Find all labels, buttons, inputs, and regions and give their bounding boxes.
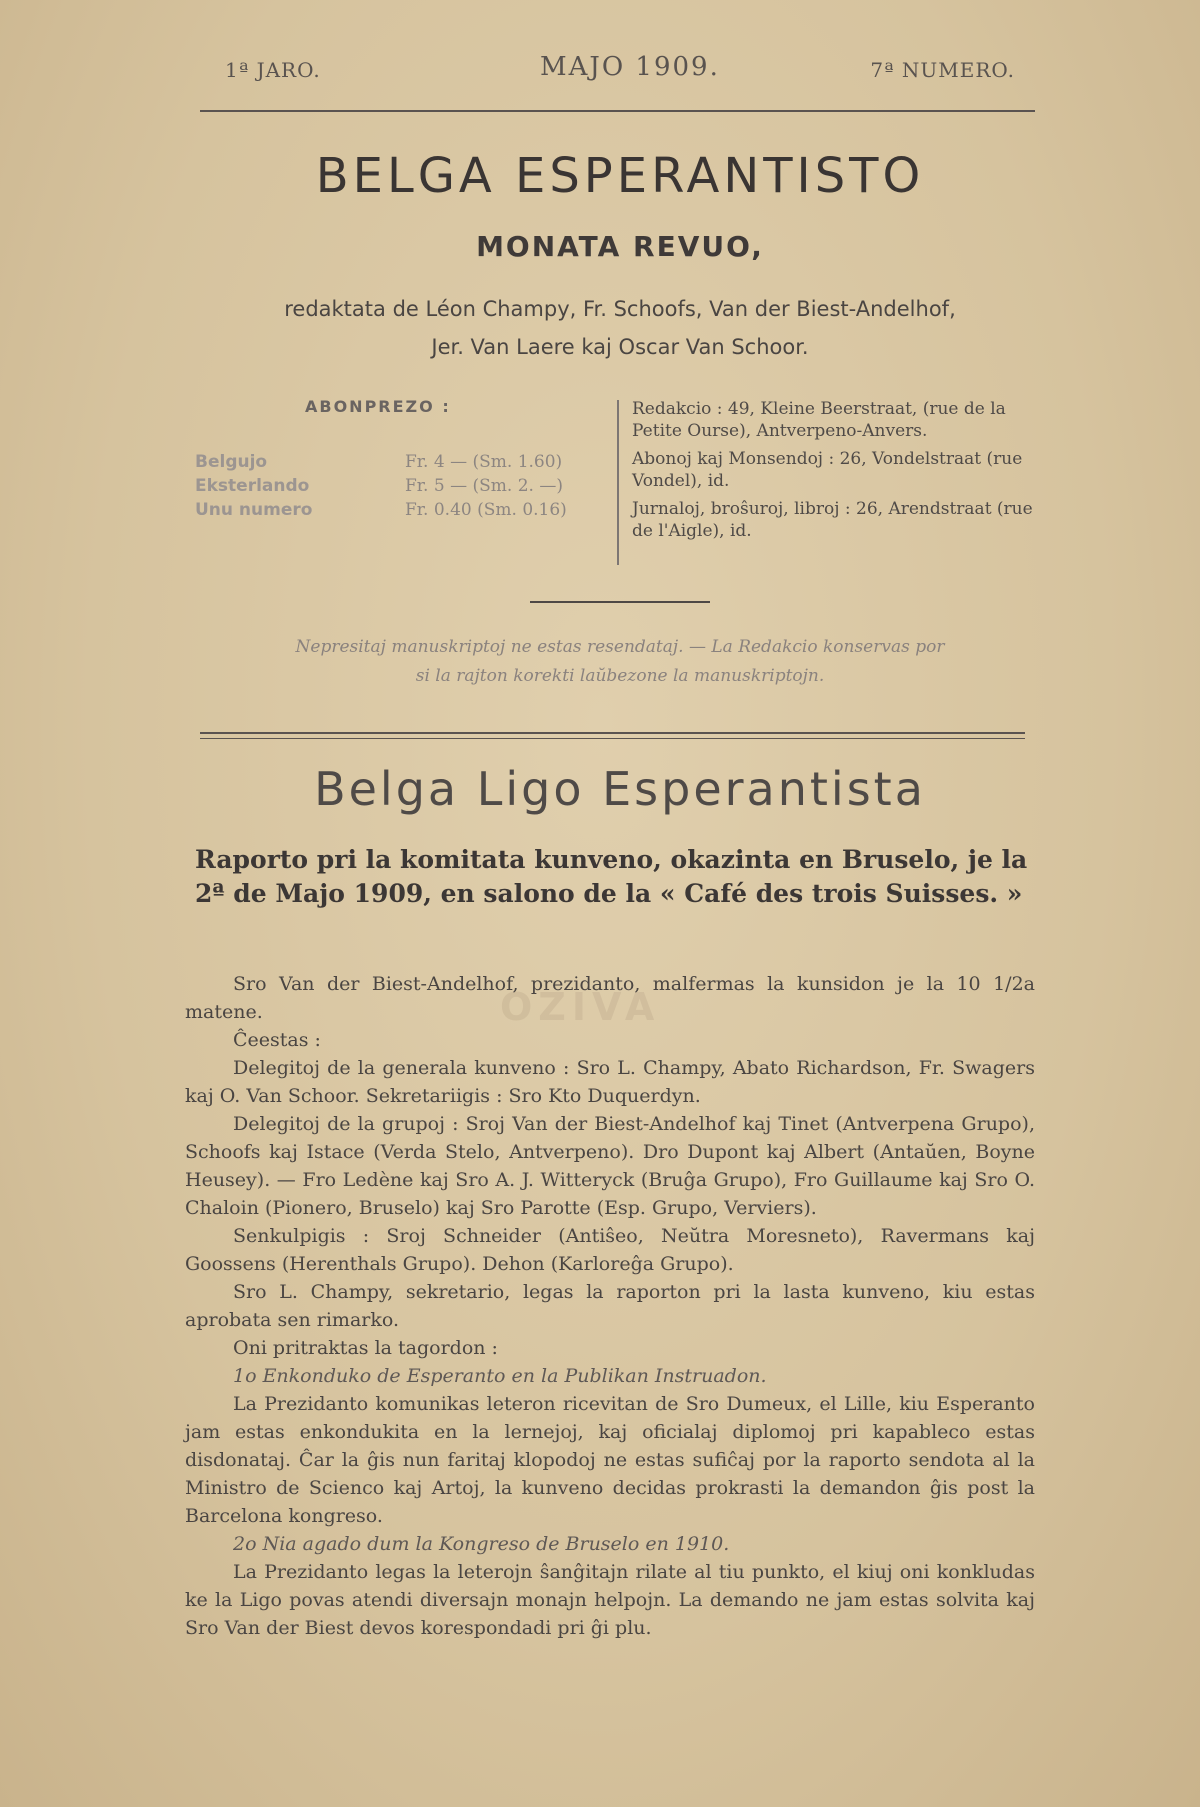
article-body	[185, 970, 1035, 1642]
paragraph: Oni pritraktas la tagordon :	[233, 1337, 498, 1359]
paragraph: Ĉeestas :	[233, 1029, 321, 1051]
paragraph: Delegitoj de la generala kunveno : Sro L. Champy, Abato Richardson, Fr. Swagers kaj O. Van Schoor. Sekretariigis : Sro Kto Duquerdyn.	[185, 1057, 1035, 1107]
agenda-item: 2o Nia agado dum la Kongreso de Bruselo en 1910.	[233, 1533, 730, 1555]
issue-number: 7ª NUMERO.	[870, 58, 1015, 82]
contact-redaction: Redakcio : 49, Kleine Beerstraat, (rue de la Petite Ourse), Antverpeno-Anvers.	[632, 399, 1006, 441]
price-place: Eksterlando	[195, 476, 310, 496]
top-divider	[200, 110, 1035, 112]
report-title: Raporto pri la komitata kunveno, okazinta en Bruselo, je la 2ª de Majo 1909, en salono de la « Café des trois Suisses. »	[195, 845, 1028, 908]
journal-title: BELGA ESPERANTISTO	[315, 148, 925, 204]
section-divider-thin	[200, 738, 1025, 739]
subscription-table	[195, 452, 605, 524]
year-label: 1ª JARO.	[225, 58, 321, 82]
price-place: Unu numero	[195, 500, 313, 520]
price-amount: Fr. 0.40 (Sm. 0.16)	[405, 500, 567, 520]
paragraph: La Prezidanto legas la leterojn ŝanĝitajn rilate al tiu punkto, el kiuj oni konkludas ke la Ligo povas atendi diversajn monajn helpojn. La demando ne jam estas solvita kaj Sro Van der Biest devos korespondadi pri ĝi plu.	[185, 1561, 1035, 1639]
editors-line-2: Jer. Van Laere kaj Oscar Van Schoor.	[431, 335, 809, 359]
paragraph: Sro L. Champy, sekretario, legas la raporton pri la lasta kunveno, kiu estas aprobata sen rimarko.	[185, 1281, 1035, 1331]
watermark: OZIVA	[500, 985, 661, 1029]
price-amount: Fr. 4 — (Sm. 1.60)	[405, 452, 563, 472]
price-amount: Fr. 5 — (Sm. 2. —)	[405, 476, 563, 496]
journal-subtitle: MONATA REVUO,	[476, 230, 764, 263]
paragraph: Delegitoj de la grupoj : Sroj Van der Biest-Andelhof kaj Tinet (Antverpena Grupo), Schoofs kaj Istace (Verda Stelo, Antverpeno). Dro Dupont kaj Albert (Antaŭen, Boyne Heusey). — Fro Ledène kaj Sro A. J. Witteryck (Bruĝa Grupo), Fro Guillaume kaj Sro O. Chaloin (Pionero, Bruselo) kaj Sro Parotte (Esp. Grupo, Verviers).	[185, 1113, 1035, 1219]
section-divider	[200, 732, 1025, 734]
editors	[195, 290, 1045, 366]
contact-subscriptions: Abonoj kaj Monsendoj : 26, Vondelstraat (rue Vondel), id.	[632, 449, 1023, 491]
price-row	[195, 452, 605, 476]
contact-journals: Jurnaloj, broŝuroj, libroj : 26, Arendstraat (rue de l'Aigle), id.	[632, 499, 1033, 541]
price-row	[195, 476, 605, 500]
paragraph: Sro Van der Biest-Andelhof, prezidanto, malfermas la kunsidon je la 10 1/2a matene.	[185, 973, 1035, 1023]
price-place: Belgujo	[195, 452, 268, 472]
short-divider	[530, 601, 710, 603]
editors-line-1: redaktata de Léon Champy, Fr. Schoofs, Van der Biest-Andelhof,	[284, 297, 956, 321]
notice-line-2: si la rajton korekti laŭbezone la manuskriptojn.	[415, 666, 825, 686]
agenda-item: 1o Enkonduko de Esperanto en la Publikan Instruadon.	[233, 1365, 767, 1387]
paragraph: Senkulpigis : Sroj Schneider (Antiŝeo, Neŭtra Moresneto), Ravermans kaj Goossens (Herenthals Grupo). Dehon (Karloreĝa Grupo).	[185, 1225, 1035, 1275]
manuscript-notice	[220, 633, 1020, 691]
subscription-label: ABONPREZO :	[305, 397, 451, 416]
issue-header	[225, 52, 1015, 92]
section-title: Belga Ligo Esperantista	[314, 762, 926, 816]
issue-date: MAJO 1909.	[540, 52, 720, 82]
notice-line-1: Nepresitaj manuskriptoj ne estas resendataj. — La Redakcio konservas por	[295, 637, 945, 657]
column-divider	[617, 400, 619, 565]
contact-info	[632, 398, 1042, 548]
price-row	[195, 500, 605, 524]
paragraph: La Prezidanto komunikas leteron ricevitan de Sro Dumeux, el Lille, kiu Esperanto jam estas enkondukita en la lernejoj, kaj oficialaj diplomoj pri kapableco estas disdonataj. Ĉar la ĝis nun faritaj klopodoj ne estas sufiĉaj por la raporto sendota al la Ministro de Scienco kaj Artoj, la kunveno decidas prokrasti la demandon ĝis post la Barcelona kongreso.	[185, 1393, 1035, 1527]
